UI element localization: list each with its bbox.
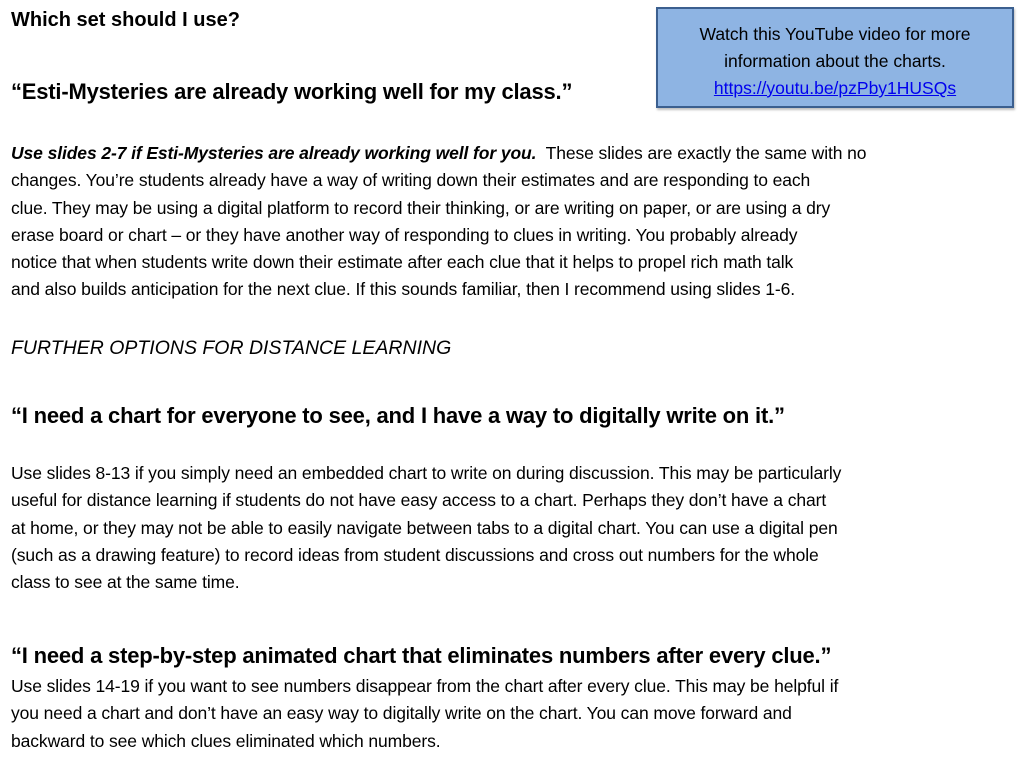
section3-line-2: you need a chart and don’t have an easy way to digitally write on the chart. You can move forward and (11, 703, 792, 724)
section3-quote-heading: “I need a step-by-step animated chart that eliminates numbers after every clue.” (11, 643, 832, 668)
section1-line-1-text: These slides are exactly the same with no (545, 143, 867, 163)
section1-paragraph (11, 140, 866, 304)
youtube-callout-box (656, 7, 1014, 108)
callout-line-1: Watch this YouTube video for more (699, 24, 971, 44)
section1-line-1 (11, 140, 866, 167)
section1-lead-italic: Use slides 2-7 if Esti-Mysteries are already working well for you. (11, 143, 537, 163)
section2-quote-heading: “I need a chart for everyone to see, and I have a way to digitally write on it.” (11, 403, 785, 428)
section1-line-3: clue. They may be using a digital platform to record their thinking, or are writing on paper, or are using a dry (11, 197, 831, 218)
callout-line-2: information about the charts. (724, 51, 946, 71)
section3-paragraph (11, 673, 838, 755)
section1-line-2: changes. You’re students already have a way of writing down their estimates and are responding to each (11, 170, 811, 191)
section1-line-5: notice that when students write down their estimate after each clue that it helps to propel rich math talk (11, 252, 794, 273)
youtube-link[interactable]: https://youtu.be/pzPby1HUSQs (713, 78, 957, 98)
section2-line-5: class to see at the same time. (11, 572, 240, 593)
section1-quote-heading: “Esti-Mysteries are already working well for my class.” (11, 79, 573, 104)
section1-line-4: erase board or chart – or they have another way of responding to clues in writing. You probably already (11, 224, 798, 245)
section3-line-1: Use slides 14-19 if you want to see numbers disappear from the chart after every clue. This may be helpful if (11, 676, 839, 696)
section1-line-6: and also builds anticipation for the next clue. If this sounds familiar, then I recommend using slides 1-6. (11, 279, 796, 300)
section2-line-2: useful for distance learning if students do not have easy access to a chart. Perhaps they don’t have a chart (11, 490, 827, 511)
section2-line-1: Use slides 8-13 if you simply need an embedded chart to write on during discussion. This may be particularly (11, 463, 842, 483)
section2-line-3: at home, or they may not be able to easily navigate between tabs to a digital chart. You can use a digital pen (11, 517, 838, 538)
page-title: Which set should I use? (11, 9, 240, 31)
callout-link-line (658, 75, 1012, 102)
section2-paragraph (11, 460, 841, 596)
section3-line-3: backward to see which clues eliminated which numbers. (11, 730, 441, 751)
further-options-heading: FURTHER OPTIONS FOR DISTANCE LEARNING (11, 337, 452, 359)
section2-line-4: (such as a drawing feature) to record ideas from student discussions and cross out numbers for the whole (11, 544, 819, 565)
